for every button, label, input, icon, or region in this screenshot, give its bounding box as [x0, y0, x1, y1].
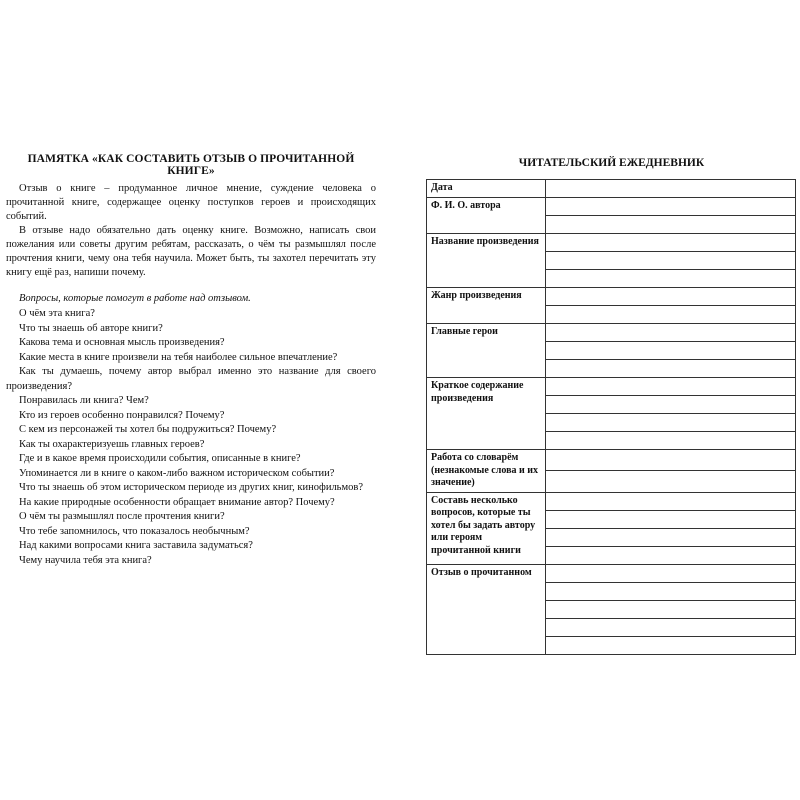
question-item: Что тебе запомнилось, что показалось необычным?	[19, 525, 250, 537]
diary-write-line[interactable]	[546, 342, 796, 360]
questions-list	[6, 307, 376, 568]
questions-intro: Вопросы, которые помогут в работе над отзывом.	[19, 293, 251, 304]
diary-row	[427, 180, 796, 198]
diary-row	[427, 234, 796, 252]
diary-write-line[interactable]	[546, 582, 796, 600]
question-item: Что ты знаешь об авторе книги?	[19, 322, 163, 334]
question-item: О чём эта книга?	[19, 308, 95, 319]
diary-row	[427, 324, 796, 342]
diary-row	[427, 288, 796, 306]
diary-field-label: Работа со словарём (незнакомые слова и их значение)	[427, 450, 546, 493]
diary-write-line[interactable]	[546, 234, 796, 252]
diary-row	[427, 564, 796, 582]
diary-write-line[interactable]	[546, 432, 796, 450]
question-item: Понравилась ли книга? Чем?	[19, 395, 149, 406]
diary-field-label: Отзыв о прочитанном	[427, 564, 546, 654]
memo-column	[6, 153, 376, 568]
memo-paragraph: В отзыве надо обязательно дать оценку книге. Возможно, написать свои пожелания или советы другим ребятам, рассказать, о чём ты размышлял после прочтения книги, чему она тебя научила. Может быть, ты захотел перечитать эту книгу ещё раз, напиши почему.	[6, 225, 376, 278]
question-item: Какова тема и основная мысль произведения?	[19, 337, 225, 348]
memo-title: ПАМЯТКА «КАК СОСТАВИТЬ ОТЗЫВ О ПРОЧИТАННОЙ КНИГЕ»	[27, 153, 355, 177]
diary-field-label: Ф. И. О. автора	[427, 198, 546, 234]
diary-write-line[interactable]	[546, 180, 796, 198]
diary-field-label: Составь несколько вопросов, которые ты хотел бы задать автору или героям прочитанной книги	[427, 492, 546, 564]
diary-write-line[interactable]	[546, 324, 796, 342]
diary-write-line[interactable]	[546, 471, 796, 492]
question-item: С кем из персонажей ты хотел бы подружиться? Почему?	[19, 424, 277, 435]
diary-row	[427, 198, 796, 216]
diary-row	[427, 492, 796, 510]
reading-diary	[426, 157, 797, 655]
diary-write-line[interactable]	[546, 198, 796, 216]
diary-table	[426, 179, 796, 655]
question-item: На какие природные особенности обращает внимание автор? Почему?	[19, 496, 335, 508]
question-item: Как ты охарактеризуешь главных героев?	[19, 438, 205, 450]
question-item: Какие места в книге произвели на тебя наиболее сильное впечатление?	[19, 351, 338, 363]
diary-field-label: Краткое содержание произведения	[427, 378, 546, 450]
diary-field-label: Дата	[427, 180, 546, 198]
diary-write-line[interactable]	[546, 216, 796, 234]
question-item: Кто из героев особенно понравился? Почему?	[19, 409, 225, 421]
diary-write-line[interactable]	[546, 360, 796, 378]
diary-write-line[interactable]	[546, 510, 796, 528]
memo-paragraph: Отзыв о книге – продуманное личное мнение, суждение человека о прочитанной книге, содержащее оценку поступков героев и происходящих событий.	[6, 183, 376, 222]
diary-field-label: Жанр произведения	[427, 288, 546, 324]
diary-row	[427, 378, 796, 396]
diary-write-line[interactable]	[546, 564, 796, 582]
diary-write-line[interactable]	[546, 306, 796, 324]
diary-field-label: Главные герои	[427, 324, 546, 378]
diary-row	[427, 450, 796, 471]
question-item: Упоминается ли в книге о каком-либо важном историческом событии?	[19, 467, 335, 479]
question-item: Где и в какое время происходили события, описанные в книге?	[19, 453, 301, 464]
diary-write-line[interactable]	[546, 270, 796, 288]
question-item: Что ты знаешь об этом историческом периоде из других книг, кинофильмов?	[19, 482, 363, 493]
diary-title: ЧИТАТЕЛЬСКИЙ ЕЖЕДНЕВНИК	[518, 157, 705, 169]
diary-write-line[interactable]	[546, 600, 796, 618]
question-item: Над какими вопросами книга заставила задуматься?	[19, 540, 253, 551]
diary-write-line[interactable]	[546, 252, 796, 270]
diary-write-line[interactable]	[546, 450, 796, 471]
question-item: Как ты думаешь, почему автор выбрал именно это название для своего произведения?	[6, 366, 376, 392]
diary-write-line[interactable]	[546, 618, 796, 636]
diary-field-label: Название произведения	[427, 234, 546, 288]
diary-write-line[interactable]	[546, 546, 796, 564]
diary-write-line[interactable]	[546, 414, 796, 432]
diary-write-line[interactable]	[546, 396, 796, 414]
question-item: О чём ты размышлял после прочтения книги?	[19, 511, 225, 522]
diary-write-line[interactable]	[546, 288, 796, 306]
diary-write-line[interactable]	[546, 378, 796, 396]
diary-write-line[interactable]	[546, 492, 796, 510]
question-item: Чему научила тебя эта книга?	[19, 554, 152, 566]
diary-write-line[interactable]	[546, 636, 796, 654]
diary-write-line[interactable]	[546, 528, 796, 546]
